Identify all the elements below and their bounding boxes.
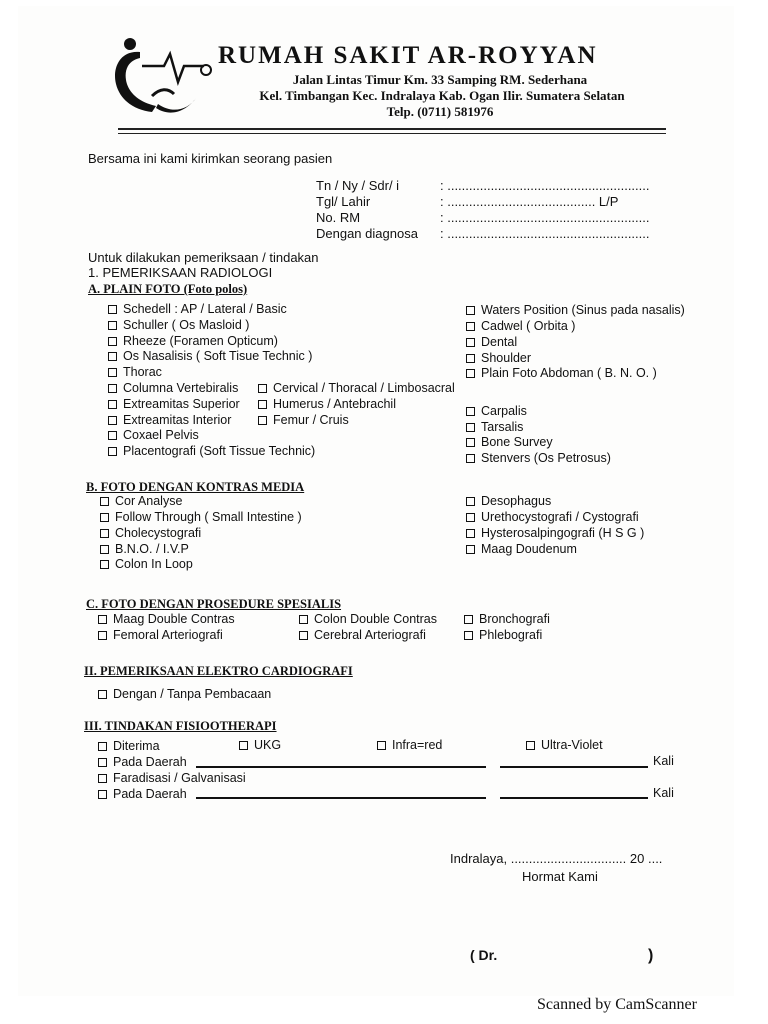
checkbox-item[interactable]: Extreamitas Interior — [108, 413, 231, 427]
checkbox-icon[interactable] — [466, 407, 475, 416]
checkbox-item[interactable]: Schuller ( Os Masloid ) — [108, 318, 249, 332]
checkbox-item[interactable]: Rheeze (Foramen Opticum) — [108, 334, 278, 348]
address-line-1: Jalan Lintas Timur Km. 33 Samping RM. Sederhana — [292, 72, 588, 87]
checkbox-item[interactable]: Cerebral Arteriografi — [299, 628, 426, 642]
doctor-signature-open: ( Dr. — [470, 947, 498, 963]
checkbox-icon[interactable] — [108, 305, 117, 314]
checkbox-icon[interactable] — [464, 615, 473, 624]
checkbox-icon[interactable] — [98, 615, 107, 624]
checkbox-icon[interactable] — [108, 447, 117, 456]
checkbox-icon[interactable] — [108, 368, 117, 377]
place-date: Indralaya, ................................ 20 .... — [450, 851, 663, 866]
checkbox-item[interactable]: Dengan / Tanpa Pembacaan — [98, 687, 271, 701]
checkbox-icon[interactable] — [466, 545, 475, 554]
checkbox-item[interactable]: Ultra-Violet — [526, 738, 603, 752]
checkbox-icon[interactable] — [466, 529, 475, 538]
checkbox-icon[interactable] — [108, 400, 117, 409]
field-label-name: Tn / Ny / Sdr/ i — [316, 178, 400, 193]
field-label-birthdate: Tgl/ Lahir — [316, 194, 371, 209]
section-b-title: B. FOTO DENGAN KONTRAS MEDIA — [86, 480, 305, 494]
hospital-logo-icon — [112, 36, 216, 124]
field-label-diagnosis: Dengan diagnosa — [316, 226, 418, 241]
checkbox-icon[interactable] — [466, 322, 475, 331]
checkbox-icon[interactable] — [466, 438, 475, 447]
checkbox-item[interactable]: Os Nasalisis ( Soft Tisue Technic ) — [108, 349, 312, 363]
header-rule-top — [118, 128, 666, 130]
checkbox-icon[interactable] — [108, 321, 117, 330]
checkbox-item[interactable]: Placentografi (Soft Tissue Technic) — [108, 444, 315, 458]
checkbox-item[interactable]: Extreamitas Superior — [108, 397, 240, 411]
checkbox-icon[interactable] — [466, 513, 475, 522]
checkbox-icon[interactable] — [98, 742, 107, 751]
checkbox-item[interactable]: Urethocystografi / Cystografi — [466, 510, 639, 524]
checkbox-item[interactable]: Cholecystografi — [100, 526, 201, 540]
checkbox-item[interactable]: Coxael Pelvis — [108, 428, 199, 442]
checkbox-icon[interactable] — [108, 431, 117, 440]
checkbox-item[interactable]: Diterima — [98, 739, 160, 753]
fill-line[interactable] — [500, 797, 648, 799]
checkbox-item[interactable]: Shoulder — [466, 351, 531, 365]
checkbox-icon[interactable] — [98, 790, 107, 799]
checkbox-item[interactable]: Cadwel ( Orbita ) — [466, 319, 575, 333]
checkbox-item[interactable]: Femoral Arteriografi — [98, 628, 223, 642]
checkbox-icon[interactable] — [108, 384, 117, 393]
checkbox-item[interactable]: Cervical / Thoracal / Limbosacral — [258, 381, 455, 395]
checkbox-icon[interactable] — [299, 615, 308, 624]
checkbox-item[interactable]: Colon Double Contras — [299, 612, 437, 626]
checkbox-item[interactable]: Hysterosalpingografi (H S G ) — [466, 526, 644, 540]
checkbox-item[interactable]: Infra=red — [377, 738, 442, 752]
phone-number: Telp. (0711) 581976 — [386, 104, 494, 119]
checkbox-icon[interactable] — [466, 306, 475, 315]
checkbox-icon[interactable] — [258, 400, 267, 409]
checkbox-item[interactable]: Follow Through ( Small Intestine ) — [100, 510, 302, 524]
checkbox-icon[interactable] — [464, 631, 473, 640]
checkbox-icon[interactable] — [526, 741, 535, 750]
checkbox-icon[interactable] — [108, 337, 117, 346]
checkbox-icon[interactable] — [258, 416, 267, 425]
kali-label: Kali — [653, 786, 674, 800]
checkbox-item[interactable]: Maag Doudenum — [466, 542, 577, 556]
closing-text: Hormat Kami — [522, 869, 598, 884]
section-radiologi-title: 1. PEMERIKSAAN RADIOLOGI — [88, 265, 273, 280]
checkbox-item[interactable]: Stenvers (Os Petrosus) — [466, 451, 611, 465]
fill-line[interactable] — [196, 797, 486, 799]
header-rule-bottom — [118, 133, 666, 134]
checkbox-item[interactable]: Carpalis — [466, 404, 527, 418]
checkbox-icon[interactable] — [100, 545, 109, 554]
field-value-diagnosis[interactable]: : ........................................................ — [440, 226, 650, 241]
intro-text: Bersama ini kami kirimkan seorang pasien — [88, 151, 333, 166]
section-c-title: C. FOTO DENGAN PROSEDURE SPESIALIS — [86, 597, 342, 611]
scanner-watermark: Scanned by CamScanner — [537, 996, 697, 1013]
section-iii-title: III. TINDAKAN FISIOOTHERAPI — [84, 719, 277, 733]
checkbox-item[interactable]: Pada Daerah — [98, 787, 187, 801]
purpose-text: Untuk dilakukan pemeriksaan / tindakan — [88, 250, 319, 265]
field-value-rm[interactable]: : ........................................................ — [440, 210, 650, 225]
checkbox-icon[interactable] — [466, 369, 475, 378]
kali-label: Kali — [653, 754, 674, 768]
checkbox-icon[interactable] — [100, 513, 109, 522]
checkbox-item[interactable]: B.N.O. / I.V.P — [100, 542, 189, 556]
checkbox-item[interactable]: Colon In Loop — [100, 557, 193, 571]
checkbox-item[interactable]: Tarsalis — [466, 420, 523, 434]
checkbox-icon[interactable] — [100, 529, 109, 538]
checkbox-item[interactable]: Maag Double Contras — [98, 612, 235, 626]
checkbox-icon[interactable] — [466, 497, 475, 506]
checkbox-item[interactable]: Dental — [466, 335, 517, 349]
checkbox-item[interactable]: Bone Survey — [466, 435, 553, 449]
checkbox-icon[interactable] — [98, 631, 107, 640]
checkbox-item[interactable]: Columna Vertebiralis — [108, 381, 238, 395]
section-ii-title: II. PEMERIKSAAN ELEKTRO CARDIOGRAFI — [84, 664, 353, 678]
field-label-rm: No. RM — [316, 210, 361, 225]
checkbox-icon[interactable] — [100, 560, 109, 569]
checkbox-icon[interactable] — [377, 741, 386, 750]
checkbox-item[interactable]: Faradisasi / Galvanisasi — [98, 771, 246, 785]
checkbox-icon[interactable] — [466, 423, 475, 432]
checkbox-item[interactable]: Phlebografi — [464, 628, 542, 642]
checkbox-icon[interactable] — [466, 354, 475, 363]
hospital-name: RUMAH SAKIT AR-ROYYAN — [218, 42, 598, 69]
section-a-title: A. PLAIN FOTO (Foto polos) — [88, 282, 248, 296]
fill-line[interactable] — [500, 766, 648, 768]
checkbox-item[interactable]: UKG — [239, 738, 281, 752]
checkbox-icon[interactable] — [299, 631, 308, 640]
checkbox-icon[interactable] — [100, 497, 109, 506]
checkbox-item[interactable]: Schedell : AP / Lateral / Basic — [108, 302, 287, 316]
checkbox-icon[interactable] — [466, 454, 475, 463]
checkbox-icon[interactable] — [108, 416, 117, 425]
checkbox-item[interactable]: Femur / Cruis — [258, 413, 349, 427]
checkbox-item[interactable]: Thorac — [108, 365, 162, 379]
checkbox-item[interactable]: Cor Analyse — [100, 494, 182, 508]
checkbox-icon[interactable] — [98, 774, 107, 783]
checkbox-item[interactable]: Pada Daerah — [98, 755, 187, 769]
checkbox-item[interactable]: Humerus / Antebrachil — [258, 397, 396, 411]
checkbox-icon[interactable] — [98, 758, 107, 767]
checkbox-item[interactable]: Desophagus — [466, 494, 551, 508]
fill-line[interactable] — [196, 766, 486, 768]
field-value-name[interactable]: : ........................................................ — [440, 178, 650, 193]
checkbox-item[interactable]: Bronchografi — [464, 612, 550, 626]
checkbox-item[interactable]: Waters Position (Sinus pada nasalis) — [466, 303, 685, 317]
doctor-signature-close: ) — [648, 947, 654, 964]
checkbox-icon[interactable] — [466, 338, 475, 347]
address-line-2: Kel. Timbangan Kec. Indralaya Kab. Ogan Ilir. Sumatera Selatan — [259, 88, 625, 103]
checkbox-icon[interactable] — [239, 741, 248, 750]
checkbox-icon[interactable] — [258, 384, 267, 393]
checkbox-icon[interactable] — [108, 352, 117, 361]
field-value-birthdate[interactable]: : ......................................... L/P — [440, 194, 619, 209]
checkbox-icon[interactable] — [98, 690, 107, 699]
checkbox-item[interactable]: Plain Foto Abdoman ( B. N. O. ) — [466, 366, 657, 380]
